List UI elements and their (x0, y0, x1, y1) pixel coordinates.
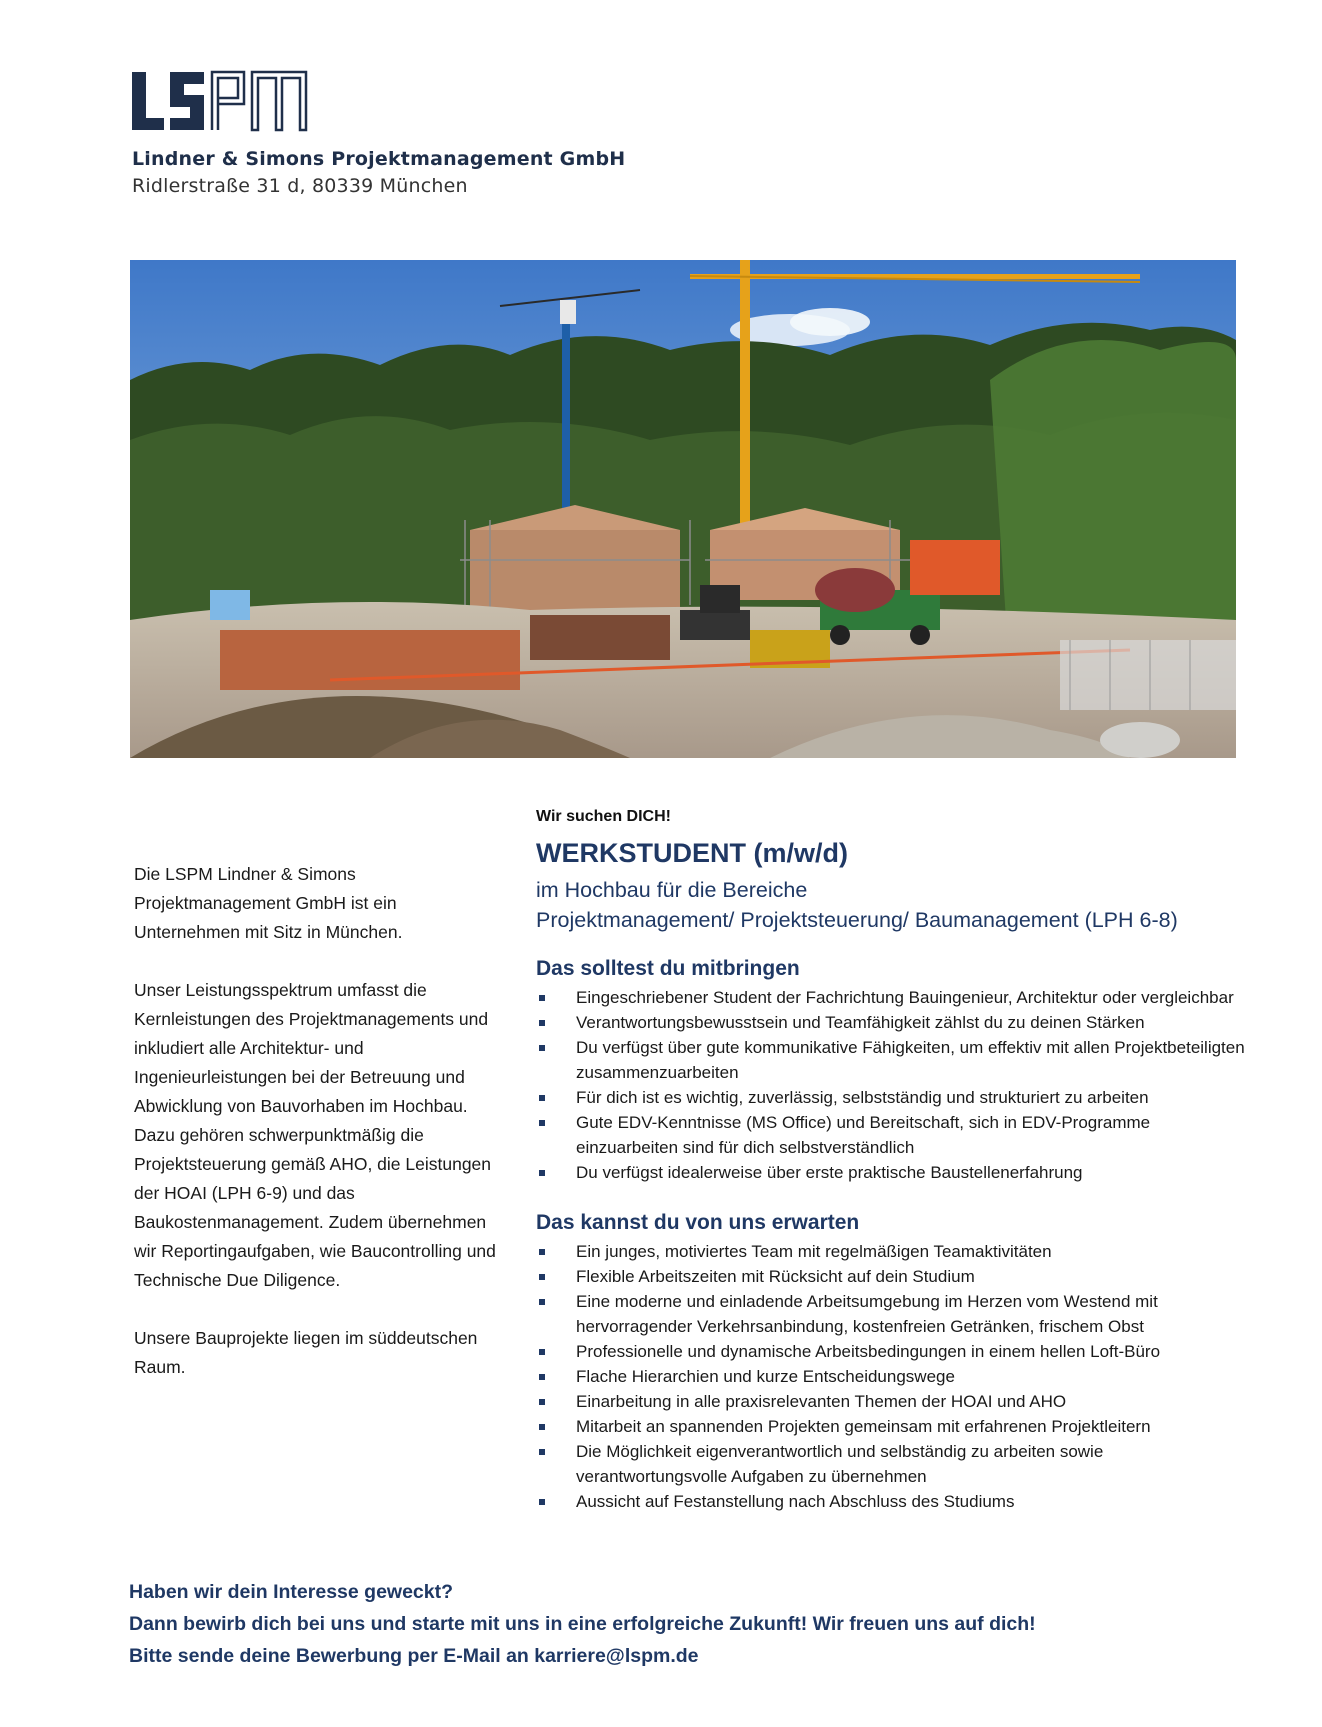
construction-site-photo (130, 260, 1236, 758)
bullet-icon (539, 1045, 545, 1051)
cta-line-3-email: Bitte sende deine Bewerbung per E-Mail an karriere@lspm.de (129, 1645, 699, 1667)
benefits-heading: Das kannst du von uns erwarten (536, 1211, 860, 1234)
list-item (536, 1239, 1256, 1264)
company-intro (134, 860, 506, 1411)
list-item-text: Die Möglichkeit eigenverantwortlich und selbständig zu arbeiten sowie verantwortungsvolle Aufgaben zu übernehmen (576, 1442, 1104, 1486)
benefits-list (536, 1239, 1256, 1514)
list-item (536, 985, 1256, 1010)
requirements-heading: Das solltest du mitbringen (536, 957, 800, 980)
application-cta (129, 1576, 1249, 1672)
list-item-text: Mitarbeit an spannenden Projekten gemeinsam mit erfahrenen Projektleitern (576, 1417, 1151, 1436)
list-item (536, 1289, 1256, 1339)
list-item-text: Flexible Arbeitszeiten mit Rücksicht auf dein Studium (576, 1267, 975, 1286)
bullet-icon (539, 1449, 545, 1455)
cta-line-1: Haben wir dein Interesse geweckt? (129, 1581, 454, 1603)
company-name: Lindner & Simons Projektmanagement GmbH (132, 148, 626, 170)
bullet-icon (539, 1249, 545, 1255)
intro-paragraph: Unser Leistungsspektrum umfasst die Kernleistungen des Projektmanagements und inkludiert alle Architektur- und Ingenieurleistungen bei der Betreuung und Abwicklung von Bauvorhaben im Hochbau. Dazu gehören schwerpunktmäßig die Projektsteuerung gemäß AHO, die Leistungen der HOAI (LPH 6-9) und das Baukostenmanagement. Zudem übernehmen wir Reportingaufgaben, wie Baucontrolling und Technische Due Diligence. (134, 980, 496, 1290)
intro-paragraph: Unsere Bauprojekte liegen im süddeutschen Raum. (134, 1328, 478, 1377)
bullet-icon (539, 1120, 545, 1126)
list-item-text: Gute EDV-Kenntnisse (MS Office) und Bereitschaft, sich in EDV-Programme einzuarbeiten sind für dich selbstverständlich (576, 1113, 1151, 1157)
list-item (536, 1489, 1256, 1514)
list-item (536, 1339, 1256, 1364)
list-item-text: Ein junges, motiviertes Team mit regelmäßigen Teamaktivitäten (576, 1242, 1052, 1261)
bullet-icon (539, 1170, 545, 1176)
list-item (536, 1389, 1256, 1414)
bullet-icon (539, 995, 545, 1001)
list-item-text: Eingeschriebener Student der Fachrichtung Bauingenieur, Architektur oder vergleichbar (576, 988, 1234, 1007)
bullet-icon (539, 1020, 545, 1026)
company-address: Ridlerstraße 31 d, 80339 München (132, 175, 468, 197)
list-item (536, 1085, 1256, 1110)
intro-paragraph: Die LSPM Lindner & Simons Projektmanagement GmbH ist ein Unternehmen mit Sitz in München. (134, 864, 403, 942)
bullet-icon (539, 1399, 545, 1405)
list-item-text: Du verfügst über gute kommunikative Fähigkeiten, um effektiv mit allen Projektbeteiligten zusammenzuarbeiten (576, 1038, 1245, 1082)
bullet-icon (539, 1095, 545, 1101)
list-item-text: Professionelle und dynamische Arbeitsbedingungen in einem hellen Loft-Büro (576, 1342, 1161, 1361)
job-title: WERKSTUDENT (m/w/d) (536, 838, 848, 868)
list-item-text: Verantwortungsbewusstsein und Teamfähigkeit zählst du zu deinen Stärken (576, 1013, 1145, 1032)
requirements-list (536, 985, 1256, 1185)
bullet-icon (539, 1299, 545, 1305)
lspm-logo (130, 70, 310, 132)
list-item (536, 1110, 1256, 1160)
list-item (536, 1364, 1256, 1389)
list-item-text: Einarbeitung in alle praxisrelevanten Themen der HOAI und AHO (576, 1392, 1067, 1411)
list-item (536, 1439, 1256, 1489)
list-item (536, 1160, 1256, 1185)
job-subtitle-line2: Projektmanagement/ Projektsteuerung/ Baumanagement (LPH 6-8) (536, 908, 1178, 932)
list-item (536, 1035, 1256, 1085)
bullet-icon (539, 1374, 545, 1380)
list-item-text: Eine moderne und einladende Arbeitsumgebung im Herzen vom Westend mit hervorragender Verkehrsanbindung, kostenfreien Getränken, frischem Obst (576, 1292, 1158, 1336)
list-item-text: Flache Hierarchien und kurze Entscheidungswege (576, 1367, 955, 1386)
bullet-icon (539, 1274, 545, 1280)
eyebrow-text: Wir suchen DICH! (536, 808, 671, 825)
list-item-text: Aussicht auf Festanstellung nach Abschluss des Studiums (576, 1492, 1015, 1511)
job-subtitle-line1: im Hochbau für die Bereiche (536, 878, 808, 902)
bullet-icon (539, 1499, 545, 1505)
list-item (536, 1264, 1256, 1289)
list-item (536, 1010, 1256, 1035)
list-item-text: Du verfügst idealerweise über erste praktische Baustellenerfahrung (576, 1163, 1083, 1182)
bullet-icon (539, 1424, 545, 1430)
job-posting (536, 808, 1256, 1514)
list-item (536, 1414, 1256, 1439)
cta-line-2: Dann bewirb dich bei uns und starte mit uns in eine erfolgreiche Zukunft! Wir freuen uns auf dich! (129, 1613, 1036, 1635)
list-item-text: Für dich ist es wichtig, zuverlässig, selbstständig und strukturiert zu arbeiten (576, 1088, 1149, 1107)
bullet-icon (539, 1349, 545, 1355)
